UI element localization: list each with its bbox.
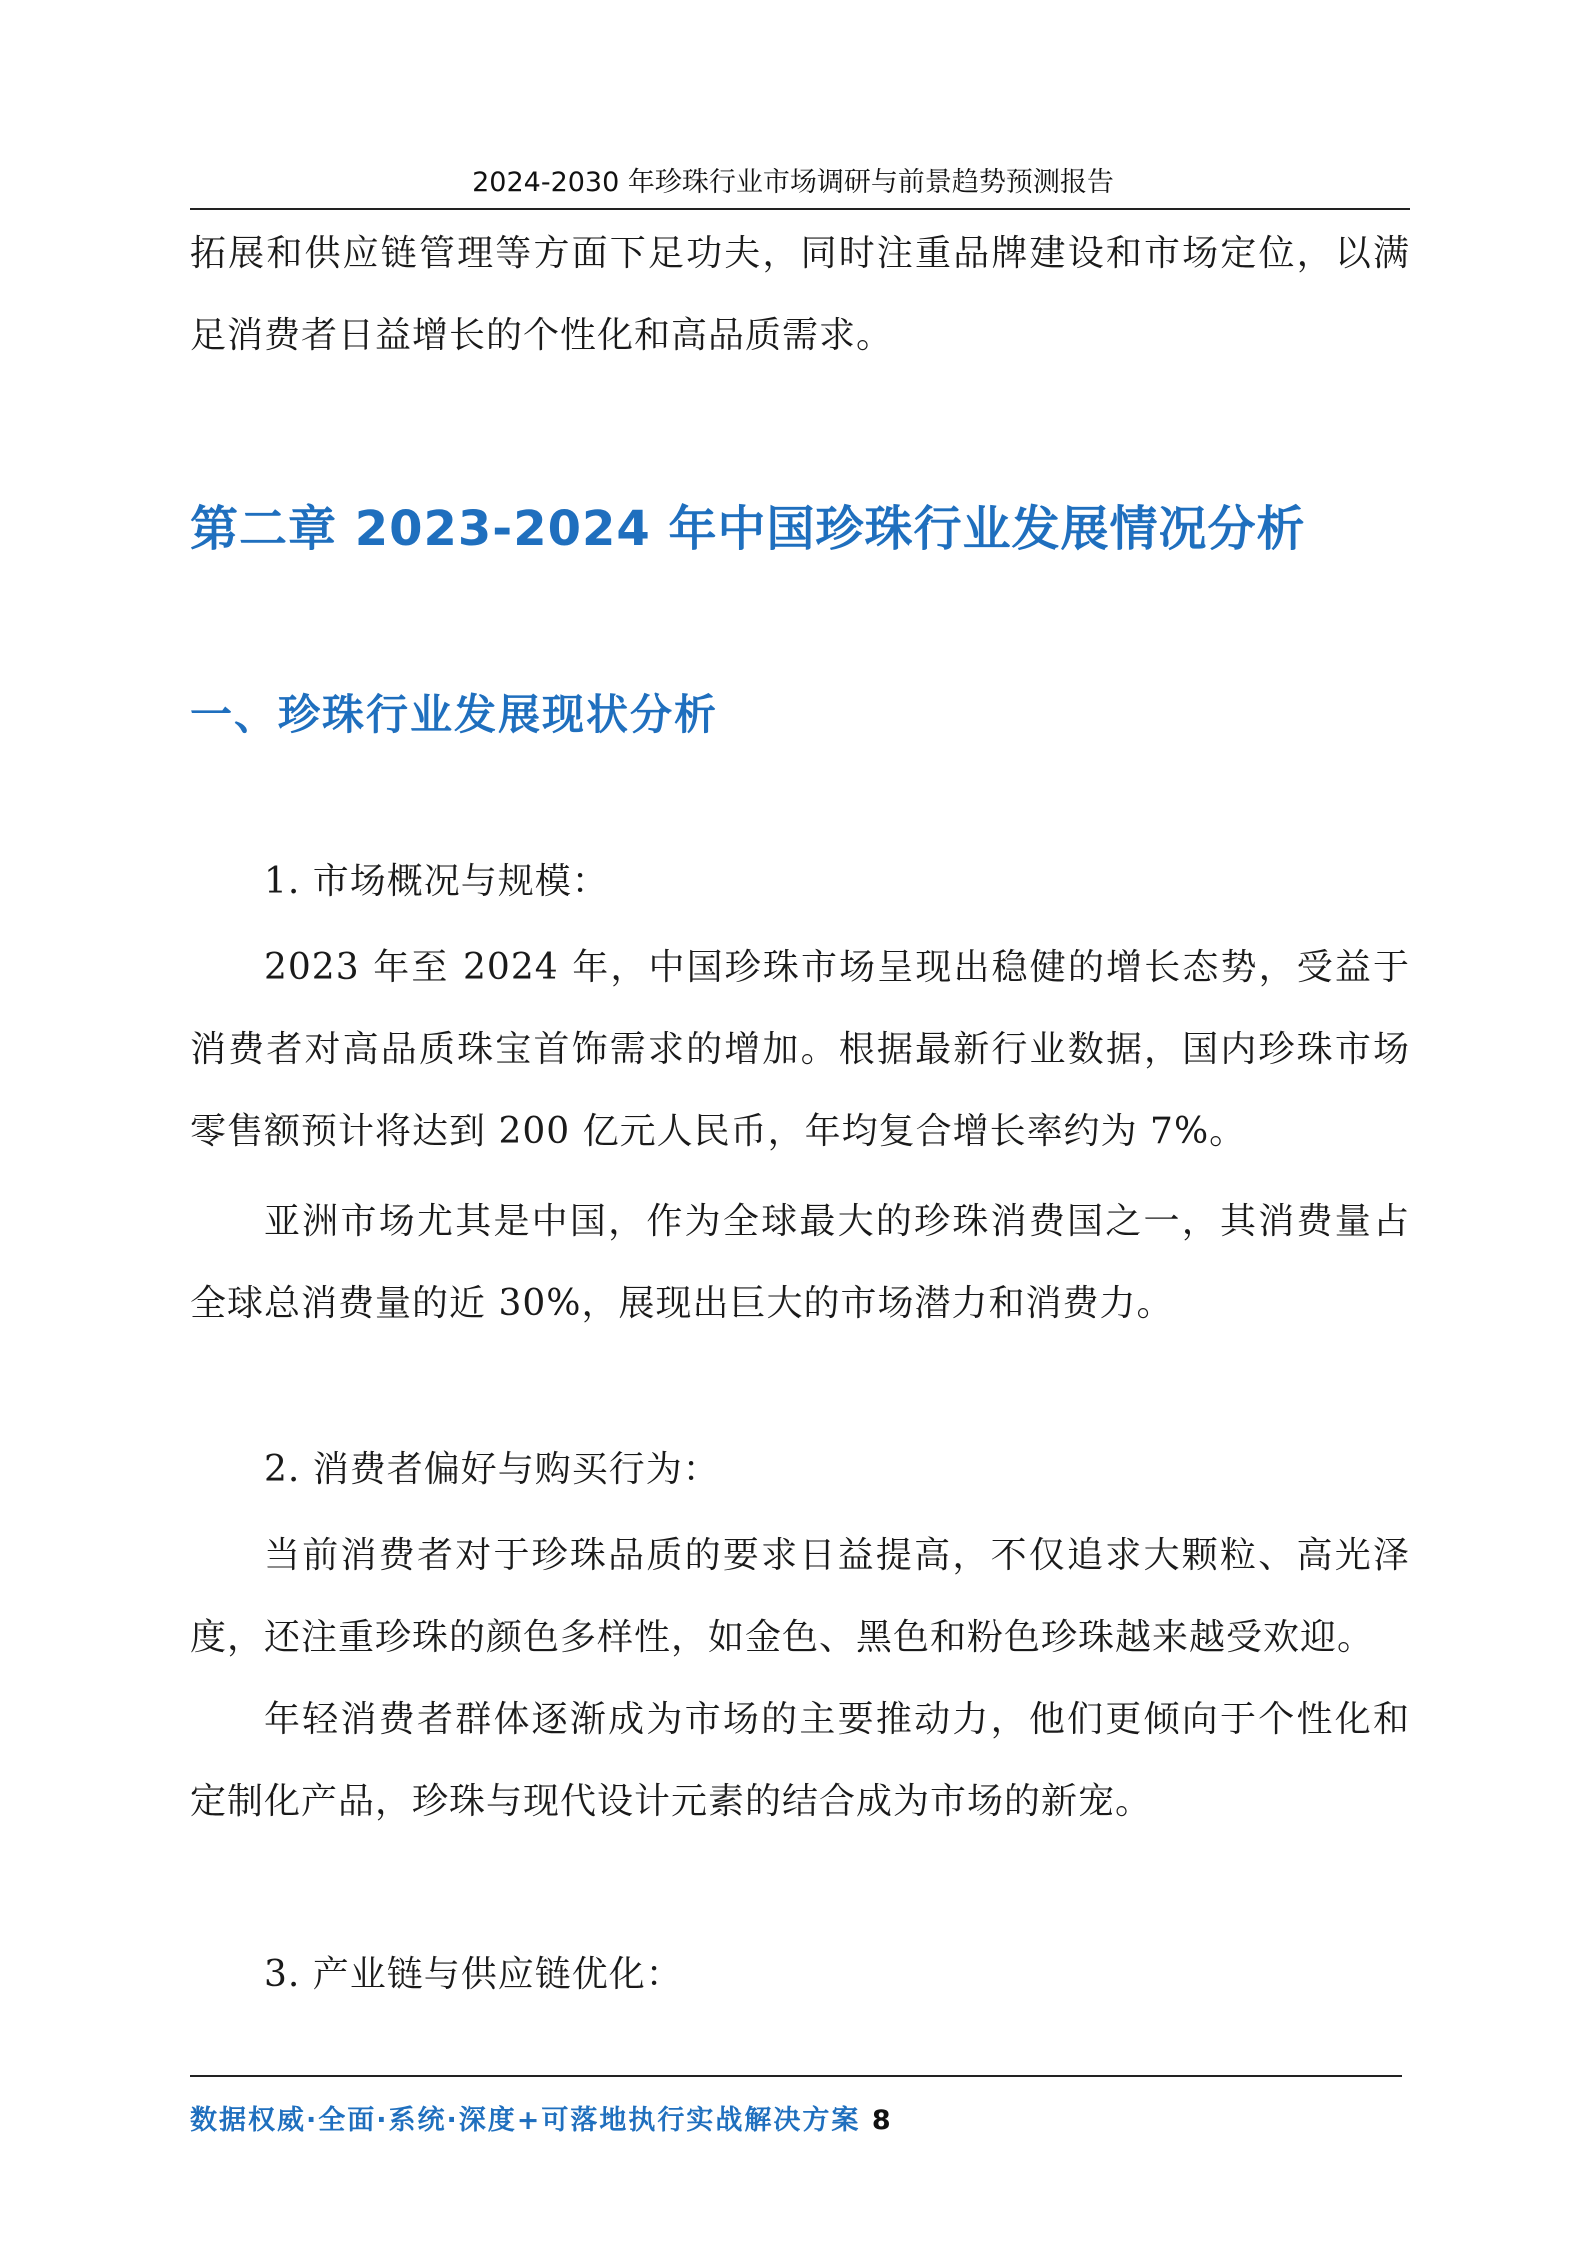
subsection-heading-3: 3. 产业链与供应链优化：	[264, 1954, 683, 1995]
footer-divider	[190, 2075, 1402, 2077]
paragraph-1-2: 亚洲市场尤其是中国，作为全球最大的珍珠消费国之一，其消费量占全球总消费量的近 30%，展现出巨大的市场潜力和消费力。	[190, 1201, 1410, 1324]
footer-text	[190, 2098, 893, 2137]
chapter-title: 第二章 2023-2024 年中国珍珠行业发展情况分析	[190, 501, 1306, 557]
page-number: 8	[871, 2105, 893, 2136]
paragraph-2-2: 年轻消费者群体逐渐成为市场的主要推动力，他们更倾向于个性化和定制化产品，珍珠与现代设计元素的结合成为市场的新宠。	[190, 1699, 1410, 1822]
footer-tagline: 数据权威·全面·系统·深度+可落地执行实战解决方案	[190, 2105, 861, 2136]
subsection-heading-1: 1. 市场概况与规模：	[264, 861, 609, 902]
report-title: 2024-2030 年珍珠行业市场调研与前景趋势预测报告	[472, 167, 1114, 198]
subsection-heading-2: 2. 消费者偏好与购买行为：	[264, 1449, 720, 1490]
paragraph-1-1: 2023 年至 2024 年，中国珍珠市场呈现出稳健的增长态势，受益于消费者对高品质珠宝首饰需求的增加。根据最新行业数据，国内珍珠市场零售额预计将达到 200 亿元人民币，年均复合增长率约为 7%。	[190, 947, 1410, 1152]
intro-continuation: 拓展和供应链管理等方面下足功夫，同时注重品牌建设和市场定位，以满足消费者日益增长的个性化和高品质需求。	[190, 233, 1410, 356]
header-divider	[190, 208, 1410, 210]
section-title: 一、珍珠行业发展现状分析	[190, 690, 719, 739]
paragraph-2-1: 当前消费者对于珍珠品质的要求日益提高，不仅追求大颗粒、高光泽度，还注重珍珠的颜色多样性，如金色、黑色和粉色珍珠越来越受欢迎。	[190, 1535, 1410, 1658]
